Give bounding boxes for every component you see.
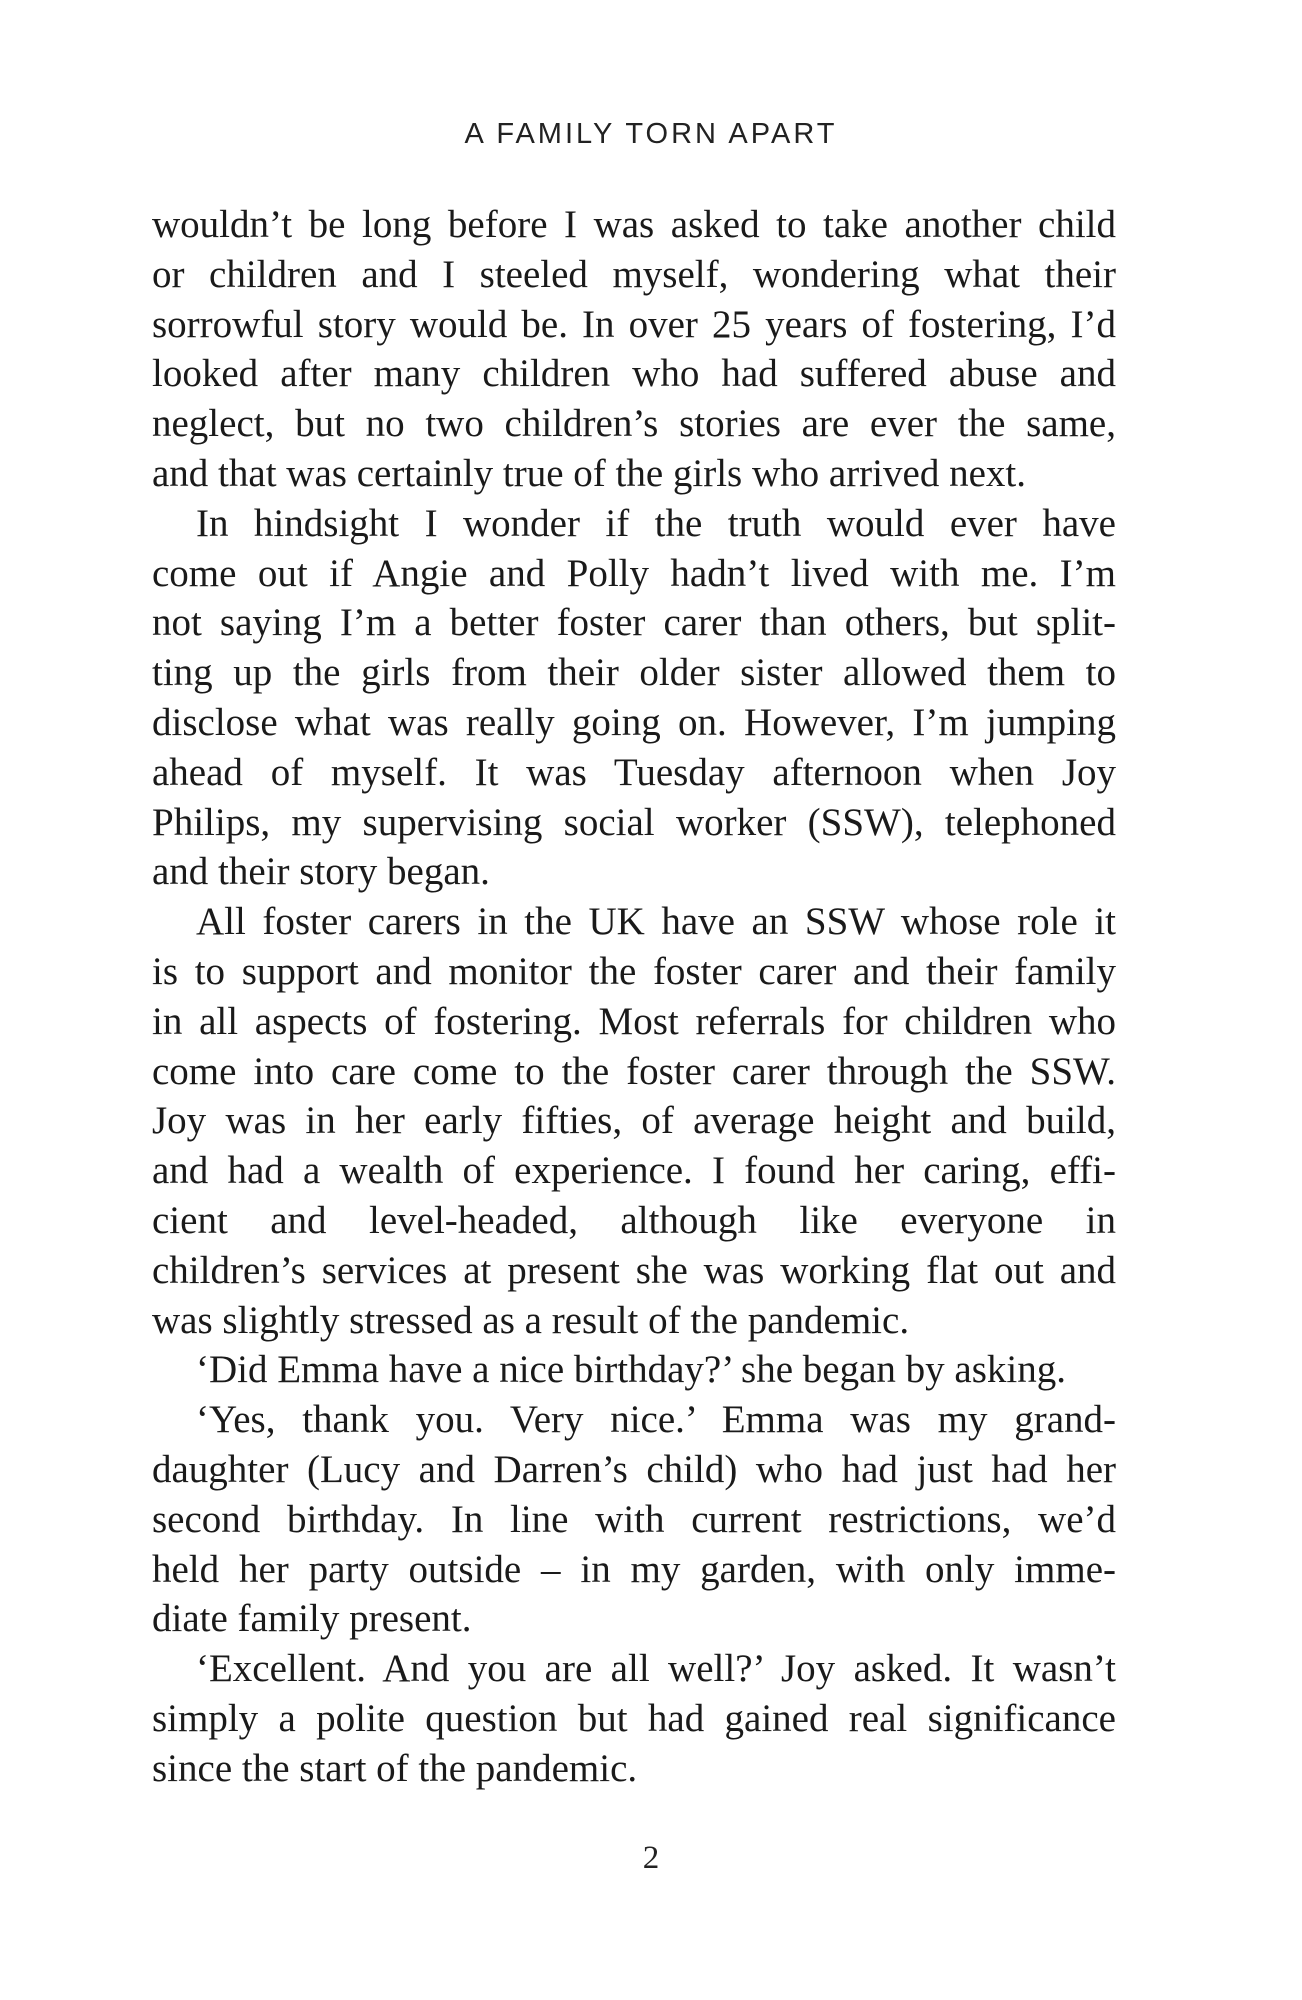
text-line: In hindsight I wonder if the truth would ever have [196,501,1116,545]
text-line: Joy was in her early fifties, of average height and build, [152,1099,1116,1143]
text-line: and that was certainly true of the girls who arrived next. [152,451,1026,495]
text-line: sorrowful story would be. In over 25 years of fostering, I’d [152,302,1116,346]
running-head: A FAMILY TORN APART [464,118,838,150]
text-line: come out if Angie and Polly hadn’t lived with me. I’m [152,551,1116,595]
text-line: looked after many children who had suffered abuse and [152,352,1116,396]
text-line: ‘Did Emma have a nice birthday?’ she began by asking. [196,1348,1066,1392]
text-line: ahead of myself. It was Tuesday afternoon when Joy [152,750,1116,794]
text-line: or children and I steeled myself, wondering what their [152,252,1116,296]
text-line: cient and level-headed, although like everyone in [152,1198,1116,1242]
page-number: 2 [642,1840,660,1876]
text-line: wouldn’t be long before I was asked to take another child [152,203,1116,246]
text-line: Philips, my supervising social worker (SSW), telephoned [152,800,1116,844]
text-line: in all aspects of fostering. Most referrals for children who [152,999,1116,1043]
text-line: diate family present. [152,1597,472,1641]
text-line: simply a polite question but had gained real significance [152,1696,1116,1740]
text-line: neglect, but no two children’s stories are ever the same, [152,402,1116,446]
text-line: is to support and monitor the foster carer and their family [152,949,1116,993]
text-line: held her party outside – in my garden, with only imme- [152,1547,1116,1591]
text-line: come into care come to the foster carer through the SSW. [152,1049,1116,1093]
text-line: children’s services at present she was working flat out and [152,1248,1116,1292]
text-line: since the start of the pandemic. [152,1746,638,1790]
text-line: All foster carers in the UK have an SSW whose role it [196,900,1116,944]
text-line: ‘Yes, thank you. Very nice.’ Emma was my grand- [196,1398,1116,1442]
text-line: disclose what was really going on. However, I’m jumping [152,700,1116,744]
text-line: daughter (Lucy and Darren’s child) who had just had her [152,1447,1116,1491]
text-line: was slightly stressed as a result of the pandemic. [152,1298,910,1342]
text-line: not saying I’m a better foster carer than others, but split- [152,601,1116,645]
text-line: second birthday. In line with current restrictions, we’d [152,1497,1116,1541]
text-line: ting up the girls from their older sister allowed them to [152,651,1116,695]
text-line: ‘Excellent. And you are all well?’ Joy asked. It wasn’t [196,1647,1116,1691]
text-line: and their story began. [152,850,490,894]
body-text [152,200,1116,1794]
text-line: and had a wealth of experience. I found her caring, effi- [152,1149,1116,1193]
